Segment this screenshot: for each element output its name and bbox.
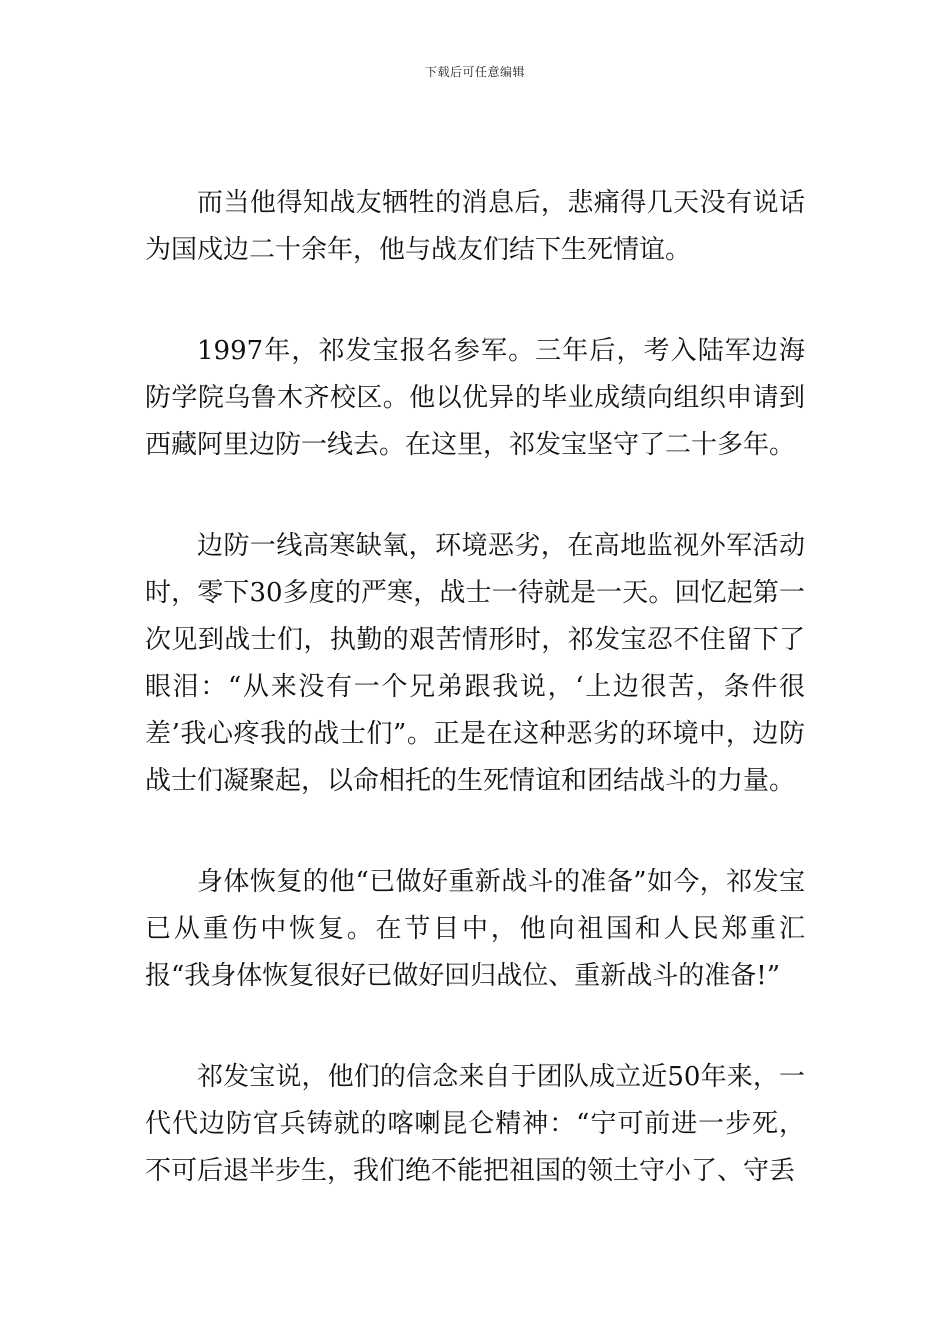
paragraph-4: 身体恢复的他“已做好重新战斗的准备”如今，祁发宝已从重伤中恢复。在节目中，他向祖国和人民郑重汇报“我身体恢复很好已做好回归战位、重新战斗的准备!” bbox=[145, 867, 805, 991]
paragraph-gap bbox=[145, 805, 805, 859]
paragraph-2: 1997年，祁发宝报名参军。三年后，考入陆军边海防学院乌鲁木齐校区。他以优异的毕业成绩向组织申请到西藏阿里边防一线去。在这里，祁发宝坚守了二十多年。 bbox=[145, 336, 805, 460]
document-body bbox=[145, 180, 805, 1195]
paragraph-5: 祁发宝说，他们的信念来自于团队成立近50年来，一代代边防官兵铸就的喀喇昆仑精神：“宁可前进一步死，不可后退半步生，我们绝不能把祖国的领土守小了、守丢 bbox=[145, 1062, 805, 1186]
paragraph-gap bbox=[145, 469, 805, 523]
paragraph-gap bbox=[145, 274, 805, 328]
paragraph-gap bbox=[145, 1000, 805, 1054]
paragraph-3: 边防一线高寒缺氧，环境恶劣，在高地监视外军活动时，零下30多度的严寒，战士一待就是一天。回忆起第一次见到战士们，执勤的艰苦情形时，祁发宝忍不住留下了眼泪：“从来没有一个兄弟跟我说，‘上边很苦，条件很差’我心疼我的战士们”。正是在这种恶劣的环境中，边防战士们凝聚起，以命相托的生死情谊和团结战斗的力量。 bbox=[145, 531, 805, 796]
header-note: 下载后可任意编辑 bbox=[424, 65, 525, 79]
paragraph-1: 而当他得知战友牺牲的消息后，悲痛得几天没有说话为国戍边二十余年，他与战友们结下生死情谊。 bbox=[145, 188, 805, 265]
